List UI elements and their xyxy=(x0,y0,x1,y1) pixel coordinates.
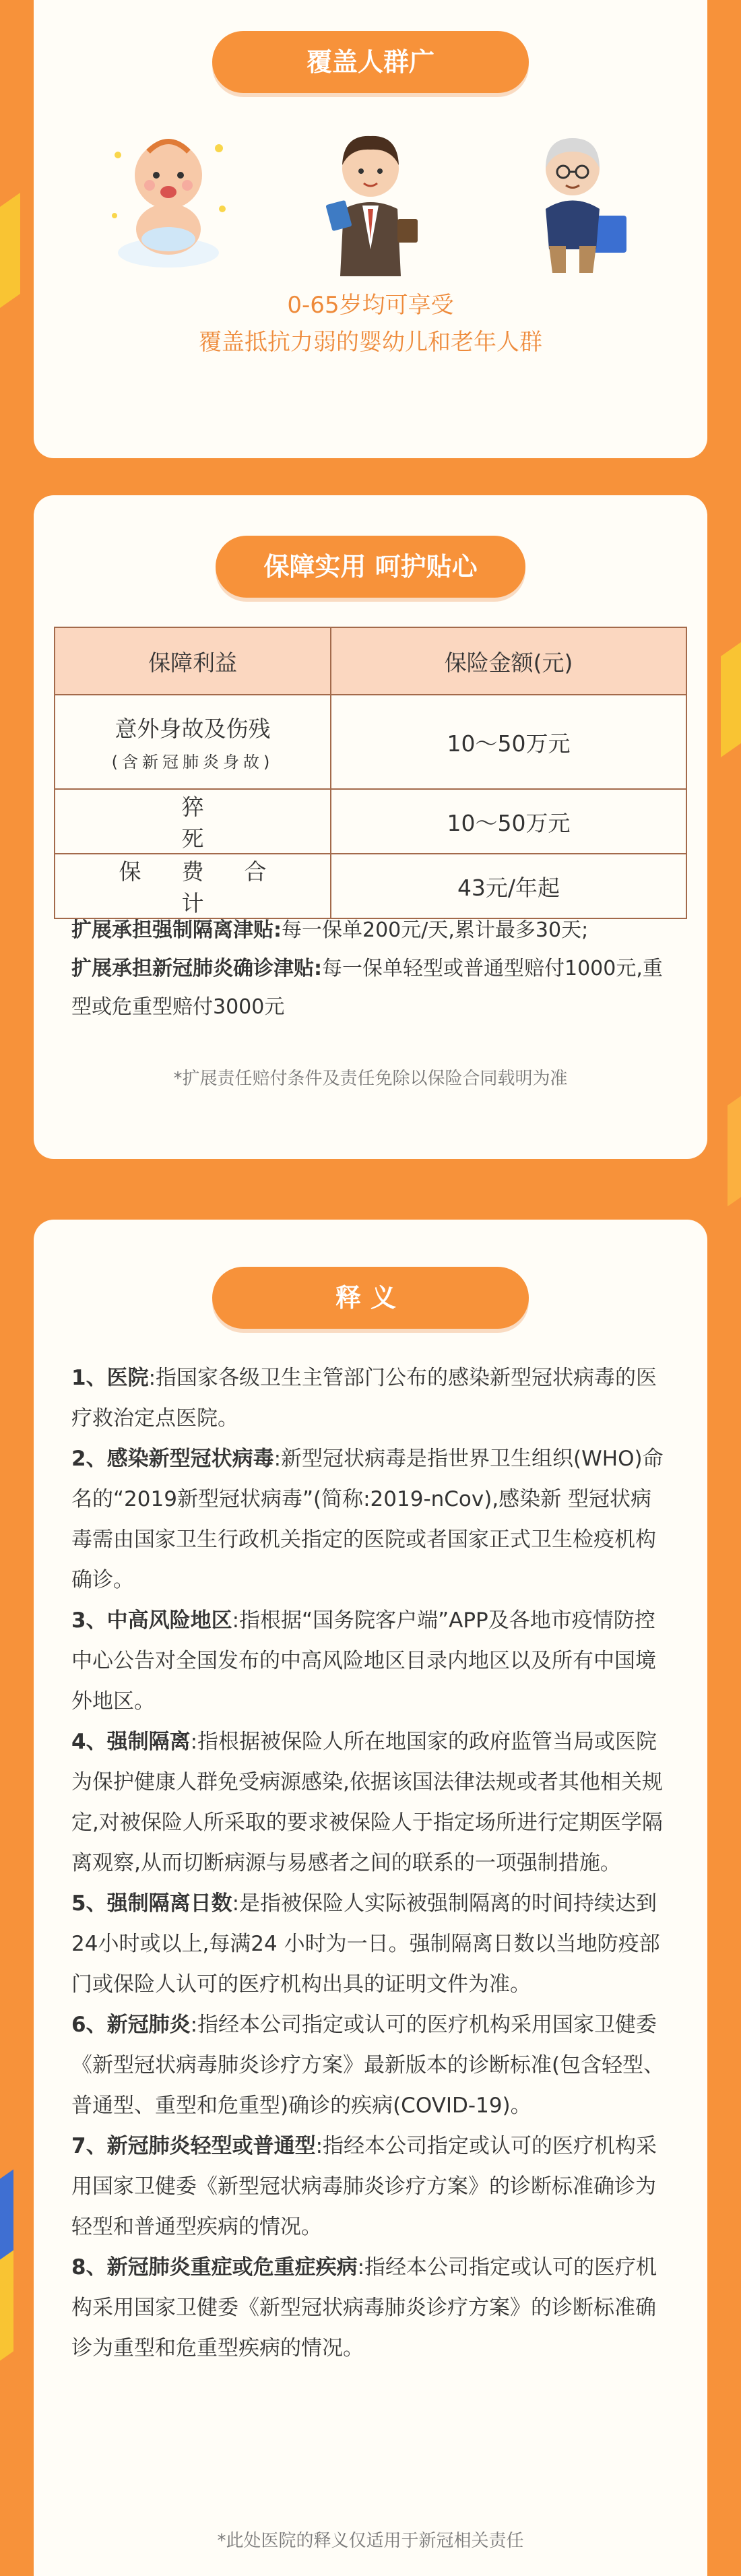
worker-icon xyxy=(303,115,438,276)
amount-cell: 10～50万元 xyxy=(331,789,686,854)
definition-term: 8、新冠肺炎重症或危重症疾病 xyxy=(71,2255,358,2280)
table-header-row xyxy=(55,627,686,695)
benefit-name: 意外身故及伤残 xyxy=(115,716,271,742)
section-title: 释义 xyxy=(212,1267,529,1329)
definition-term: 6、新冠肺炎 xyxy=(71,2013,191,2037)
section-title: 保障实用 呵护贴心 xyxy=(216,536,525,598)
table-row xyxy=(55,854,686,918)
benefit-cell: 保费合计 xyxy=(55,854,331,918)
benefit-cell: 猝死 xyxy=(55,789,331,854)
amount-cell: 10～50万元 xyxy=(331,695,686,789)
column-header: 保险金额(元) xyxy=(331,627,686,695)
baby-icon xyxy=(101,115,236,276)
definition-item xyxy=(71,1722,671,1883)
column-header: 保障利益 xyxy=(55,627,331,695)
definition-text: :指经本公司指定或认可的医疗机构采用国家卫健委《新型冠状病毒肺炎诊疗方案》最新版本的诊断标准(包含轻型、普通型、重型和危重型)确诊的疾病(COVID-19)。 xyxy=(71,2013,665,2118)
definition-text: :指经本公司指定或认可的医疗机构采用国家卫健委《新型冠状病毒肺炎诊疗方案》的诊断标准确诊为轻型和普通型疾病的情况。 xyxy=(71,2134,657,2239)
table-row xyxy=(55,695,686,789)
extension-label: 扩展承担强制隔离津贴: xyxy=(71,918,282,942)
definition-item xyxy=(71,1439,671,1600)
extension-text: 每一保单轻型或普通型赔付1000元,重型或危重型赔付3000元 xyxy=(71,957,663,1019)
definition-text: :指国家各级卫生主管部门公布的感染新型冠状病毒的医疗救治定点医院。 xyxy=(71,1366,657,1431)
table-row xyxy=(55,789,686,854)
definition-item xyxy=(71,1358,671,1439)
definition-item xyxy=(71,2126,671,2247)
figure-row xyxy=(34,115,707,283)
decor-stripe xyxy=(728,1091,741,1206)
elder-icon xyxy=(505,115,640,276)
extension-item xyxy=(71,911,678,949)
age-range-text: 0-65岁均可享受 xyxy=(287,292,454,319)
definition-term: 5、强制隔离日数 xyxy=(71,1891,232,1916)
definition-text: :指经本公司指定或认可的医疗机构采用国家卫健委《新型冠状病毒肺炎诊疗方案》的诊断标准确诊为重型和危重型疾病的情况。 xyxy=(71,2255,657,2360)
coverage-card xyxy=(34,0,707,458)
extension-label: 扩展承担新冠肺炎确诊津贴: xyxy=(71,957,322,980)
definitions-card xyxy=(34,1220,707,2576)
definition-term: 2、感染新型冠状病毒 xyxy=(71,1447,274,1471)
definition-item xyxy=(71,2247,671,2368)
coverage-group-text: 覆盖抵抗力弱的婴幼儿和老年人群 xyxy=(199,329,542,356)
definition-text: :是指被保险人实际被强制隔离的时间持续达到24小时或以上,每满24 小时为一日。强制隔离日数以当地防疫部门或保险人认可的医疗机构出具的证明文件为准。 xyxy=(71,1891,660,1997)
definition-term: 1、医院 xyxy=(71,1366,149,1390)
benefit-table xyxy=(54,627,687,919)
definition-item xyxy=(71,1883,671,2005)
definition-text: :指根据“国务院客户端”APP及各地市疫情防控中心公告对全国发布的中高风险地区目录内地区以及所有中国境外地区。 xyxy=(71,1608,656,1714)
definition-text: :新型冠状病毒是指世界卫生组织(WHO)命名的“2019新型冠状病毒”(简称:2019-nCov),感染新 型冠状病毒需由国家卫生行政机关指定的医院或者国家正式卫生检疫机构确诊。 xyxy=(71,1447,664,1592)
extension-terms xyxy=(71,911,678,1026)
definition-term: 7、新冠肺炎轻型或普通型 xyxy=(71,2134,316,2158)
extension-item xyxy=(71,949,678,1026)
definition-term: 4、强制隔离 xyxy=(71,1730,191,1754)
definitions-list xyxy=(71,1358,671,2368)
definition-text: :指根据被保险人所在地国家的政府监管当局或医院为保护健康人群免受病源感染,依据该国法律法规或者其他相关规定,对被保险人所采取的要求被保险人于指定场所进行定期医学隔离观察,从而切断病源与易感者之间的联系的一项强制措施。 xyxy=(71,1730,663,1875)
decor-stripe xyxy=(721,637,741,757)
amount-cell: 43元/年起 xyxy=(331,854,686,918)
decor-stripe xyxy=(0,2250,13,2365)
footnote: *此处医院的释义仅适用于新冠相关责任 xyxy=(217,2531,524,2551)
benefit-note: (含新冠肺炎身故) xyxy=(111,753,274,772)
definition-item xyxy=(71,2005,671,2126)
benefit-card xyxy=(34,495,707,1159)
benefit-cell xyxy=(55,695,331,789)
decor-stripe xyxy=(0,193,20,313)
definition-item xyxy=(71,1600,671,1722)
definition-term: 3、中高风险地区 xyxy=(71,1608,232,1633)
section-title: 覆盖人群广 xyxy=(212,31,529,93)
footnote: *扩展责任赔付条件及责任免除以保险合同载明为准 xyxy=(173,1069,568,1089)
extension-text: 每一保单200元/天,累计最多30天; xyxy=(282,918,589,942)
